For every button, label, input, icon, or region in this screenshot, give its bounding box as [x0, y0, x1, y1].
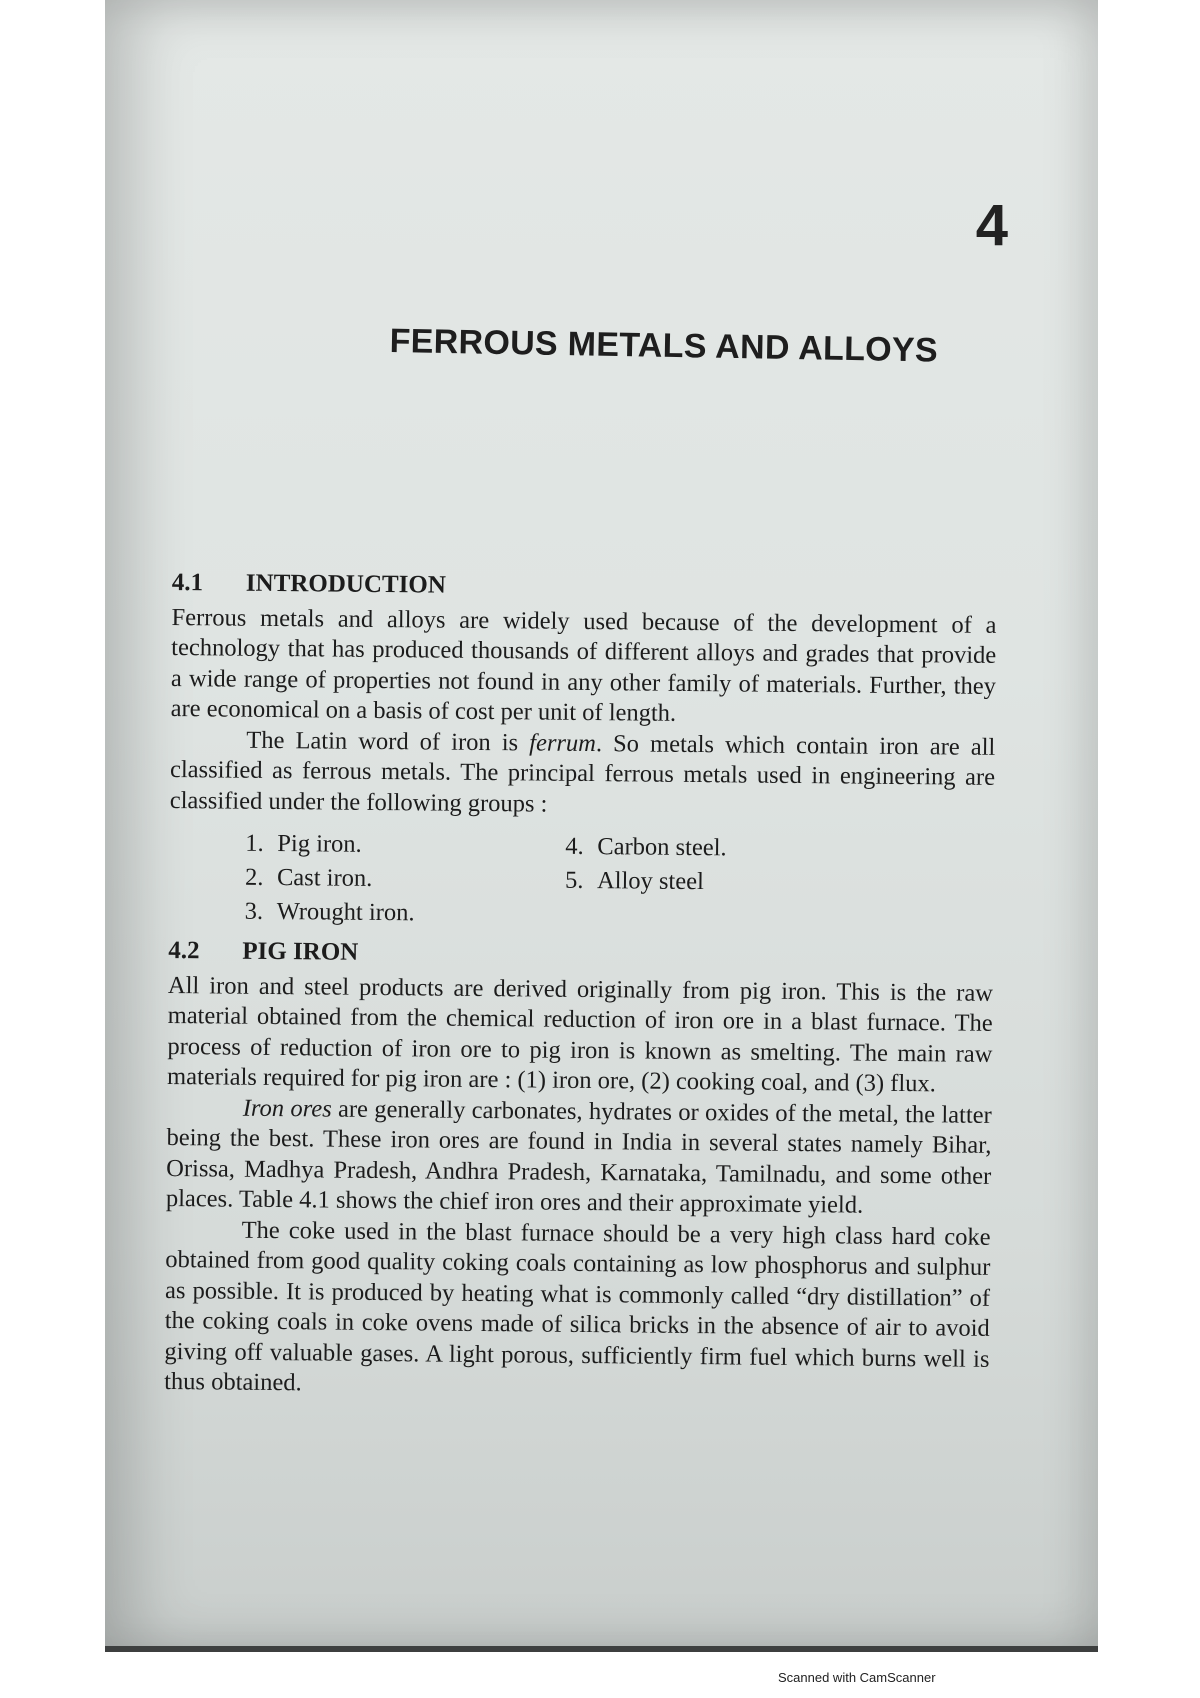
paragraph-text: The Latin word of iron is — [246, 726, 530, 756]
list-text: Cast iron. — [276, 864, 373, 892]
list-text: Carbon steel. — [597, 833, 727, 862]
list-text: Wrought iron. — [276, 898, 415, 927]
paragraph: Ferrous metals and alloys are widely used because of the development of a technology that has produced thousands of different alloys and grades that provide a wide range of properties not found in any other family of materials. Further, they are economical on a basis of cost per unit of length. — [170, 603, 997, 727]
list-item — [565, 864, 885, 901]
page-body — [164, 568, 997, 1405]
section-number: 4.2 — [168, 936, 200, 965]
ferrous-metals-list — [245, 827, 995, 936]
list-item — [245, 827, 565, 864]
list-item — [245, 861, 565, 898]
paragraph: The coke used in the blast furnace should be a very high class hard coke obtained from good quality coking coals containing as low phosphorus and sulphur as possible. It is produced by heating what is commonly called “dry distillation” of the coking coals in coke ovens made of silica bricks in the absence of air to avoid giving off valuable gases. A light porous, sufficiently firm fuel which burns well is thus obtained. — [164, 1216, 991, 1397]
paragraph — [170, 724, 996, 823]
scanner-watermark: Scanned with CamScanner — [778, 1670, 936, 1685]
list-number: 3. — [244, 897, 264, 925]
list-item — [565, 830, 885, 867]
section-heading-pig-iron — [168, 936, 993, 974]
list-text: Pig iron. — [277, 830, 362, 858]
list-number: 2. — [244, 863, 264, 891]
section-heading-introduction — [172, 568, 997, 606]
italic-term: Iron ores — [242, 1094, 332, 1123]
section-number: 4.1 — [171, 568, 204, 597]
list-text: Alloy steel — [596, 867, 704, 896]
list-item — [245, 895, 565, 932]
paragraph — [166, 1092, 992, 1222]
list-number: 5. — [564, 866, 584, 894]
paragraph: All iron and steel products are derived originally from pig iron. This is the raw material obtained from the chemical reduction of iron ore in a blast furnace. The process of reduction of iron ore to pig iron is known as smelting. The main raw materials required for pig iron are : (1) iron ore, (2) cooking coal, and (3) flux. — [166, 971, 994, 1098]
list-number: 1. — [245, 829, 264, 857]
paragraph-text: are generally carbonates, hydrates or oxides of the metal, the latter being the best. These iron ores are found in India in several states namely Bihar, Orissa, Madhya Pradesh, Andhra Pradesh, Karnataka, Tamilnadu, and some other places. Table 4.1 shows the chief iron ores and their approximate yield. — [165, 1095, 992, 1219]
italic-term: ferrum — [529, 728, 597, 757]
section-title: PIG IRON — [242, 937, 359, 966]
section-title: INTRODUCTION — [245, 569, 447, 599]
list-number: 4. — [565, 832, 584, 860]
chapter-number: 4 — [975, 193, 1008, 258]
chapter-title: FERROUS METALS AND ALLOYS — [389, 322, 939, 370]
paragraph-text: . So metals which contain iron are all classified as ferrous metals. The principal ferrous metals used in engineering are classified under the following groups : — [169, 729, 996, 818]
